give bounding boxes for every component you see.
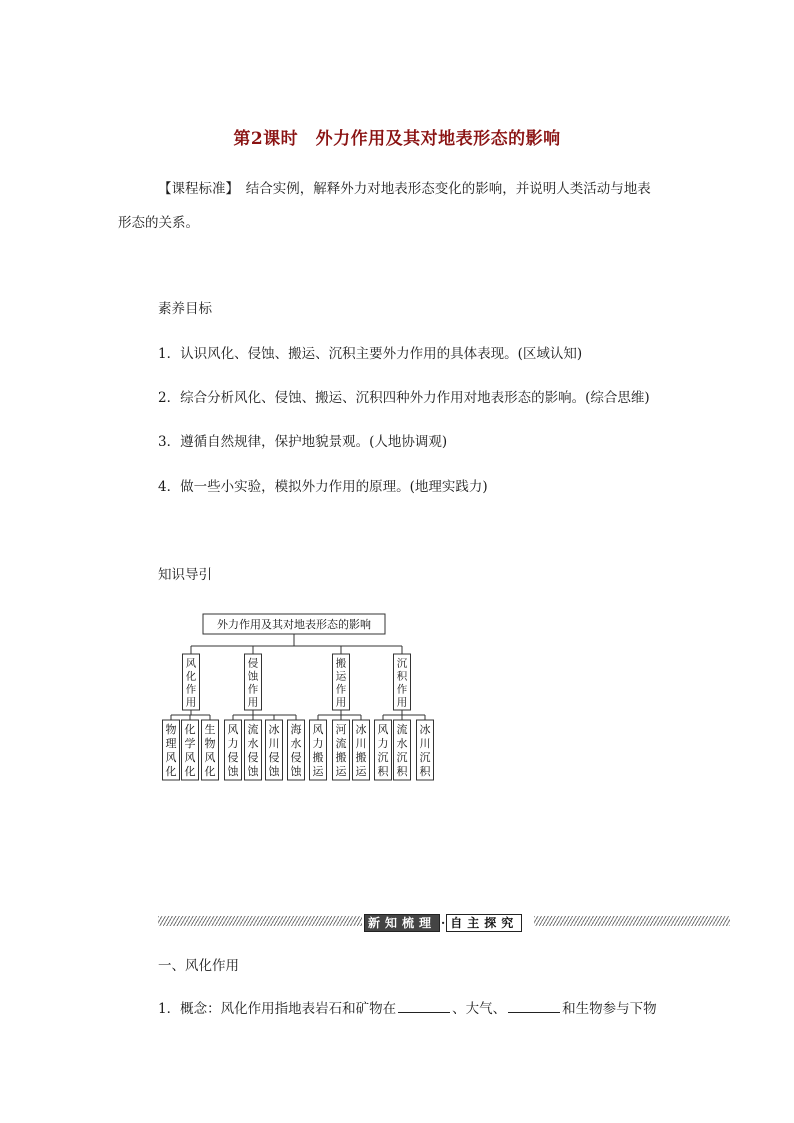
- tree-leaf-label: 流水沉积: [396, 723, 408, 778]
- section1-concept: [158, 998, 657, 1020]
- banner-hatch-right: [534, 916, 730, 926]
- tree-leaf-label: 流水侵蚀: [247, 723, 259, 778]
- section1-heading: 一、风化作用: [158, 958, 239, 974]
- tree-leaf-label: 冰川沉积: [419, 723, 431, 778]
- standard-text: 结合实例，解释外力对地表形态变化的影响，并说明人类活动与地表: [232, 181, 651, 197]
- page-title: 第2课时 外力作用及其对地表形态的影响: [233, 129, 561, 149]
- tree-leaf-label: 风力沉积: [377, 723, 389, 778]
- tree-group-label: 搬运作用: [335, 657, 347, 709]
- standard-tag: 【课程标准】: [158, 181, 233, 197]
- goals-heading: 素养目标: [158, 301, 212, 317]
- tree-leaf-label: 生物风化: [204, 723, 216, 778]
- goal-item-4: 4．做一些小实验，模拟外力作用的原理。(地理实践力): [158, 479, 488, 495]
- concept-text-b: 、大气、: [452, 1001, 507, 1017]
- tree-leaf-label: 化学风化: [184, 723, 196, 778]
- tree-leaf-label: 风力搬运: [312, 723, 324, 778]
- guide-heading: 知识导引: [158, 567, 212, 583]
- tree-leaf-label: 风力侵蚀: [227, 723, 239, 778]
- section-banner: [364, 912, 522, 930]
- tree-root-label: 外力作用及其对地表形态的影响: [217, 618, 371, 631]
- banner-self-explore: 自主探究: [446, 914, 522, 932]
- banner-hatch-left: [158, 916, 362, 926]
- tree-leaf-label: 冰川侵蚀: [268, 723, 280, 778]
- tree-leaf-label: 河流搬运: [335, 723, 347, 778]
- goal-item-1: 1．认识风化、侵蚀、搬运、沉积主要外力作用的具体表现。(区域认知): [158, 346, 583, 362]
- standard-text-cont: 形态的关系。: [118, 215, 199, 231]
- tree-group-label: 侵蚀作用: [247, 657, 259, 709]
- tree-leaf-label: 海水侵蚀: [290, 723, 302, 778]
- concept-text-a: 1．概念：风化作用指地表岩石和矿物在: [158, 1001, 397, 1017]
- tree-leaf-label: 冰川搬运: [355, 723, 367, 778]
- goal-item-2: 2．综合分析风化、侵蚀、搬运、沉积四种外力作用对地表形态的影响。(综合思维): [158, 390, 650, 406]
- tree-leaf-label: 物理风化: [165, 723, 177, 778]
- banner-dot: ·: [441, 916, 446, 930]
- tree-group-label: 沉积作用: [396, 657, 408, 709]
- goal-item-3: 3．遵循自然规律，保护地貌景观。(人地协调观): [158, 434, 448, 450]
- banner-new-knowledge: 新知梳理: [364, 914, 440, 932]
- fill-blank-2[interactable]: [508, 998, 560, 1013]
- concept-text-c: 和生物参与下物: [562, 1001, 657, 1017]
- fill-blank-1[interactable]: [398, 998, 450, 1013]
- tree-group-label: 风化作用: [185, 657, 197, 709]
